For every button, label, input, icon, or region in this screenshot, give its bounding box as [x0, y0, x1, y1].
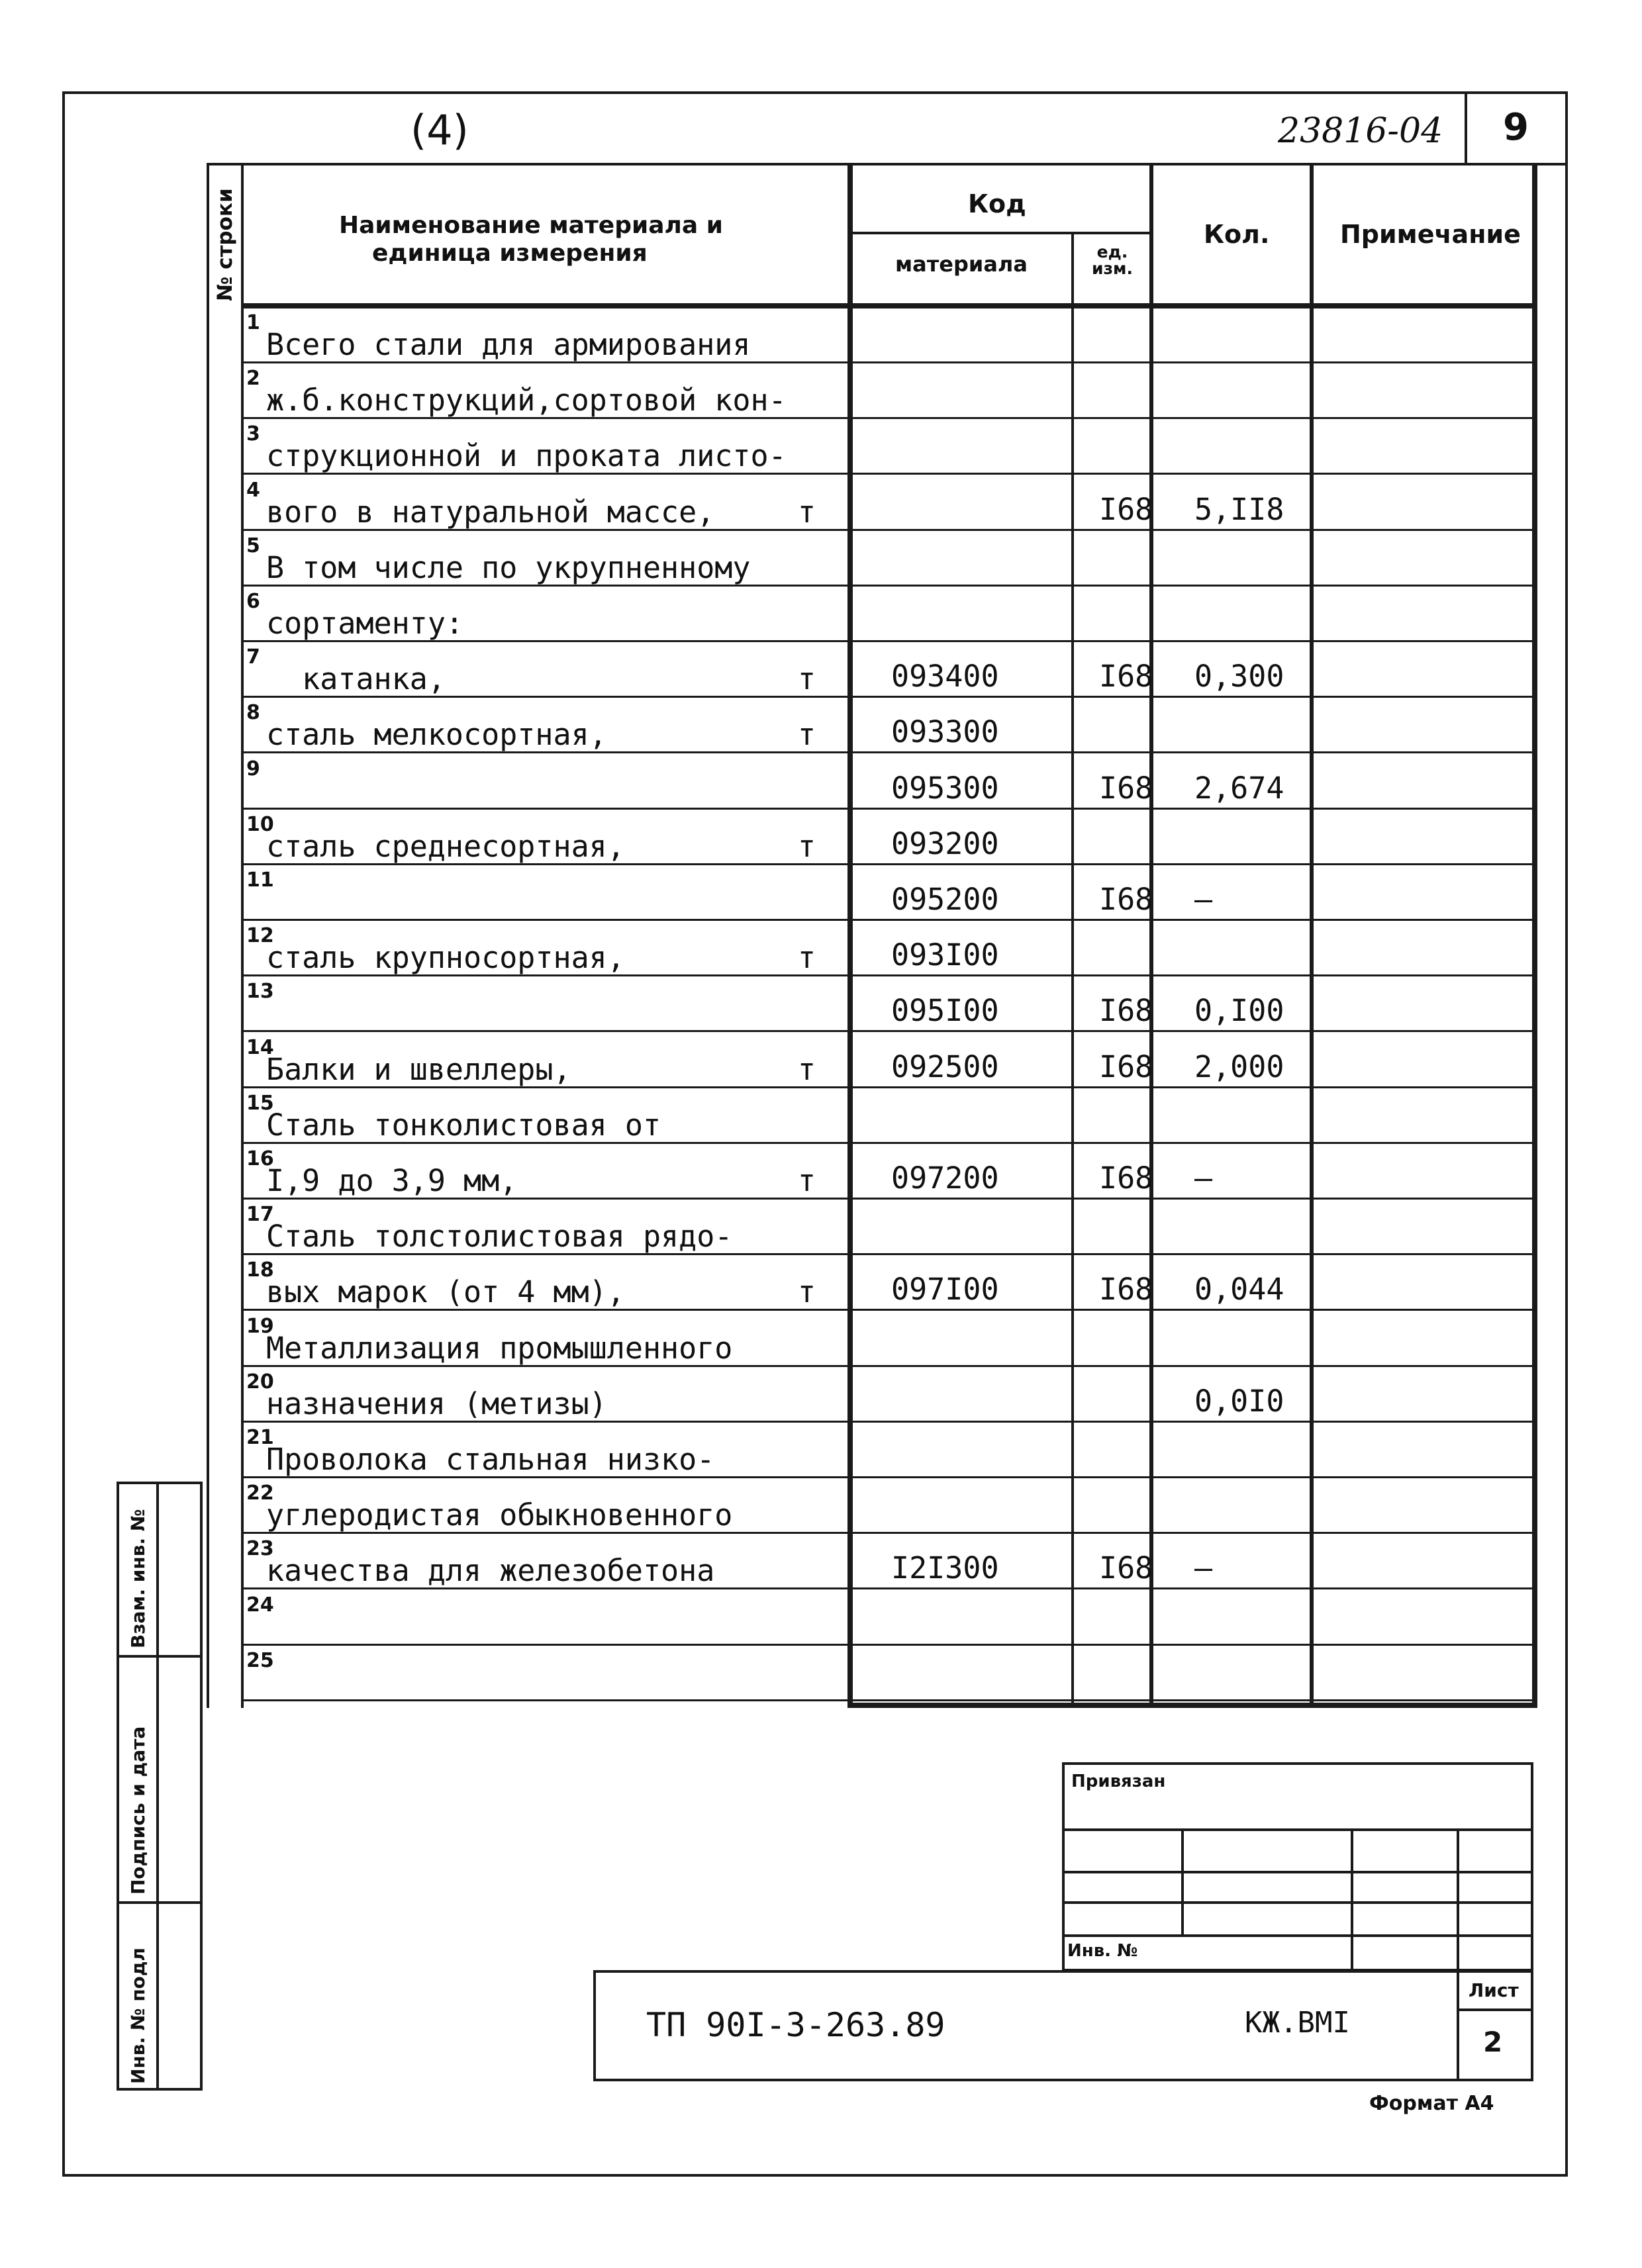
col-header-qty: Кол. [1204, 220, 1270, 249]
material-unit: т [797, 828, 816, 864]
table-row [207, 1033, 1537, 1088]
material-name-cell [266, 1535, 816, 1589]
row-number: 19 [246, 1314, 274, 1338]
quantity: – [1194, 1160, 1213, 1196]
materials-table [207, 165, 1537, 1708]
material-code: 093200 [891, 826, 999, 861]
row-number: 3 [246, 422, 260, 446]
row-number: 23 [246, 1537, 274, 1561]
material-name-cell [266, 1256, 816, 1311]
tb-v1 [1181, 1828, 1184, 1934]
table-row [207, 1145, 1537, 1200]
material-unit: т [797, 1163, 816, 1198]
quantity: 5,II8 [1194, 491, 1284, 527]
row-number: 5 [246, 534, 260, 557]
material-code: 092500 [891, 1049, 999, 1084]
tb-h4 [1062, 1934, 1533, 1937]
page-number-divider [1465, 91, 1467, 164]
material-name-cell [266, 921, 816, 976]
material-name: Проволока стальная низко- [266, 1442, 715, 1477]
material-name: сталь мелкосортная, [266, 717, 607, 753]
unit-code: I68 [1099, 491, 1153, 527]
table-row [207, 1312, 1537, 1367]
row-number: 11 [246, 869, 274, 892]
material-name: Металлизация промышленного [266, 1330, 733, 1366]
table-row [207, 866, 1537, 921]
material-name-cell [266, 364, 816, 419]
quantity: 0,044 [1194, 1272, 1284, 1307]
material-code: 093400 [891, 659, 999, 694]
row-number: 12 [246, 924, 274, 948]
table-row [207, 698, 1537, 753]
material-name-cell [266, 1145, 816, 1200]
side-label-vzam: Взам. инв. № [127, 1509, 149, 1648]
material-name-cell [266, 810, 816, 865]
material-code: 095200 [891, 882, 999, 917]
row-number: 25 [246, 1648, 274, 1672]
side-stamp-sep2 [117, 1901, 203, 1904]
page-number: 9 [1503, 106, 1529, 149]
material-name: Всего стали для армирования [266, 327, 751, 362]
material-unit: т [797, 661, 816, 697]
material-unit: т [797, 1274, 816, 1310]
material-name-cell [266, 977, 816, 1032]
material-name: струкционной и проката листо- [266, 438, 787, 474]
material-name-cell [266, 1479, 816, 1534]
unit-code: I68 [1099, 1272, 1153, 1307]
material-unit: т [797, 1051, 816, 1087]
row-number: 8 [246, 701, 260, 725]
unit-code: I68 [1099, 993, 1153, 1029]
table-row [207, 308, 1537, 363]
material-name-cell [266, 476, 816, 531]
table-row [207, 476, 1537, 531]
table-row [207, 1646, 1537, 1701]
row-number: 13 [246, 980, 274, 1004]
section-code: КЖ.ВМI [1245, 2006, 1350, 2040]
table-row [207, 420, 1537, 475]
table-row [207, 1368, 1537, 1423]
material-unit: т [797, 940, 816, 976]
unit-code: I68 [1099, 1160, 1153, 1196]
unit-code: I68 [1099, 882, 1153, 917]
tb-sheet-h [1457, 2008, 1533, 2011]
row-number: 7 [246, 645, 260, 669]
col-header-code-unit: ед. изм. [1092, 242, 1133, 278]
tb-v3 [1457, 1828, 1459, 1971]
material-name: катанка, [266, 661, 446, 697]
material-name-cell [266, 866, 816, 921]
unit-code: I68 [1099, 659, 1153, 694]
tb-h3 [1062, 1901, 1533, 1904]
side-label-podpis: Подпись и дата [127, 1726, 149, 1895]
material-code: I2I300 [891, 1550, 999, 1586]
row-number: 18 [246, 1258, 274, 1282]
quantity: – [1194, 882, 1213, 917]
table-row [207, 1256, 1537, 1311]
row-number: 1 [246, 311, 260, 334]
material-name: вого в натуральной массе, [266, 494, 715, 530]
material-name-cell [266, 1368, 816, 1423]
table-row [207, 810, 1537, 865]
row-number: 9 [246, 757, 260, 780]
material-name-cell [266, 698, 816, 753]
inv-no-label: Инв. № [1067, 1941, 1138, 1961]
sheet-value: 2 [1483, 2026, 1503, 2058]
table-row [207, 1591, 1537, 1646]
material-name: назначения (метизы) [266, 1386, 607, 1421]
material-name-cell [266, 1200, 816, 1255]
material-unit: т [797, 717, 816, 753]
row-number: 20 [246, 1370, 274, 1394]
material-name-cell [266, 587, 816, 642]
material-code: 093I00 [891, 937, 999, 973]
table-row [207, 532, 1537, 587]
side-label-inv-podl: Инв. № подл [127, 1947, 149, 2084]
row-number: 22 [246, 1482, 274, 1505]
material-name: сталь крупносортная, [266, 940, 625, 976]
material-name-cell [266, 1646, 816, 1701]
material-code: 093300 [891, 714, 999, 750]
quantity: 0,0I0 [1194, 1383, 1284, 1419]
material-name: Балки и швеллеры, [266, 1051, 571, 1087]
unit-code: I68 [1099, 1550, 1153, 1586]
material-name-cell [266, 1423, 816, 1478]
table-row [207, 364, 1537, 419]
privyazan-label: Привязан [1071, 1772, 1166, 1791]
material-name: Сталь толстолистовая рядо- [266, 1219, 733, 1254]
tb-v2 [1351, 1828, 1353, 1971]
col-header-code: Код [968, 189, 1026, 218]
material-name: В том числе по укрупненному [266, 549, 751, 585]
table-row [207, 1200, 1537, 1255]
row-number: 2 [246, 367, 260, 391]
col-header-rownum: № строки [213, 188, 237, 301]
row-number: 14 [246, 1035, 274, 1059]
side-stamp-sep1 [117, 1655, 203, 1658]
material-name: Сталь тонколистовая от [266, 1107, 661, 1143]
side-stamp-divider [156, 1482, 159, 2091]
unit-code: I68 [1099, 770, 1153, 806]
tb-sheet-v [1457, 1970, 1459, 2081]
material-name-cell [266, 308, 816, 363]
material-name-cell [266, 1033, 816, 1088]
table-row [207, 587, 1537, 642]
unit-code: I68 [1099, 1049, 1153, 1084]
quantity: 2,674 [1194, 770, 1284, 806]
material-name-cell [266, 755, 816, 810]
table-row [207, 1535, 1537, 1589]
col-header-name-line2: единица измерения [372, 240, 648, 267]
table-row [207, 755, 1537, 810]
row-number: 17 [246, 1203, 274, 1227]
quantity: 0,I00 [1194, 993, 1284, 1029]
col-header-name-line1: Наименование материала и [339, 212, 723, 239]
material-code: 095300 [891, 770, 999, 806]
handwritten-doc-code: 23816-04 [1278, 111, 1443, 151]
quantity: 2,000 [1194, 1049, 1284, 1084]
top-label: (4) [410, 106, 469, 154]
material-name-cell [266, 532, 816, 587]
material-name: I,9 до 3,9 мм, [266, 1163, 518, 1198]
row-number: 15 [246, 1091, 274, 1115]
tb-h2 [1062, 1871, 1533, 1873]
material-name: сталь среднесортная, [266, 828, 625, 864]
table-row [207, 1479, 1537, 1534]
sheet-label: Лист [1469, 1979, 1519, 2001]
material-name: качества для железобетона [266, 1553, 715, 1589]
row-number: 6 [246, 590, 260, 613]
material-code: 097I00 [891, 1272, 999, 1307]
material-unit: т [797, 494, 816, 530]
material-name-cell [266, 1089, 816, 1144]
row-number: 21 [246, 1426, 274, 1449]
col-header-code-material: материала [895, 252, 1028, 277]
table-row [207, 1423, 1537, 1478]
material-code: 095I00 [891, 993, 999, 1029]
material-name-cell [266, 643, 816, 698]
material-name: вых марок (от 4 мм), [266, 1274, 625, 1310]
quantity: – [1194, 1550, 1213, 1586]
table-row [207, 643, 1537, 698]
format-label: Формат А4 [1369, 2092, 1494, 2115]
table-row [207, 977, 1537, 1032]
quantity: 0,300 [1194, 659, 1284, 694]
doc-number: ТП 90I-3-263.89 [646, 2006, 945, 2044]
table-row [207, 1089, 1537, 1144]
row-number: 16 [246, 1147, 274, 1170]
row-number: 24 [246, 1593, 274, 1617]
material-name: углеродистая обыкновенного [266, 1497, 733, 1533]
row-number: 4 [246, 478, 260, 502]
material-name-cell [266, 1312, 816, 1367]
tb-h1 [1062, 1828, 1533, 1831]
material-code: 097200 [891, 1160, 999, 1196]
title-block-privyazan [1062, 1762, 1533, 1971]
material-name: сортаменту: [266, 606, 464, 641]
material-name: ж.б.конструкций,сортовой кон- [266, 383, 787, 418]
col-header-note: Примечание [1340, 220, 1521, 249]
material-name-cell [266, 1591, 816, 1646]
row-number: 10 [246, 812, 274, 836]
table-row [207, 921, 1537, 976]
material-name-cell [266, 420, 816, 475]
